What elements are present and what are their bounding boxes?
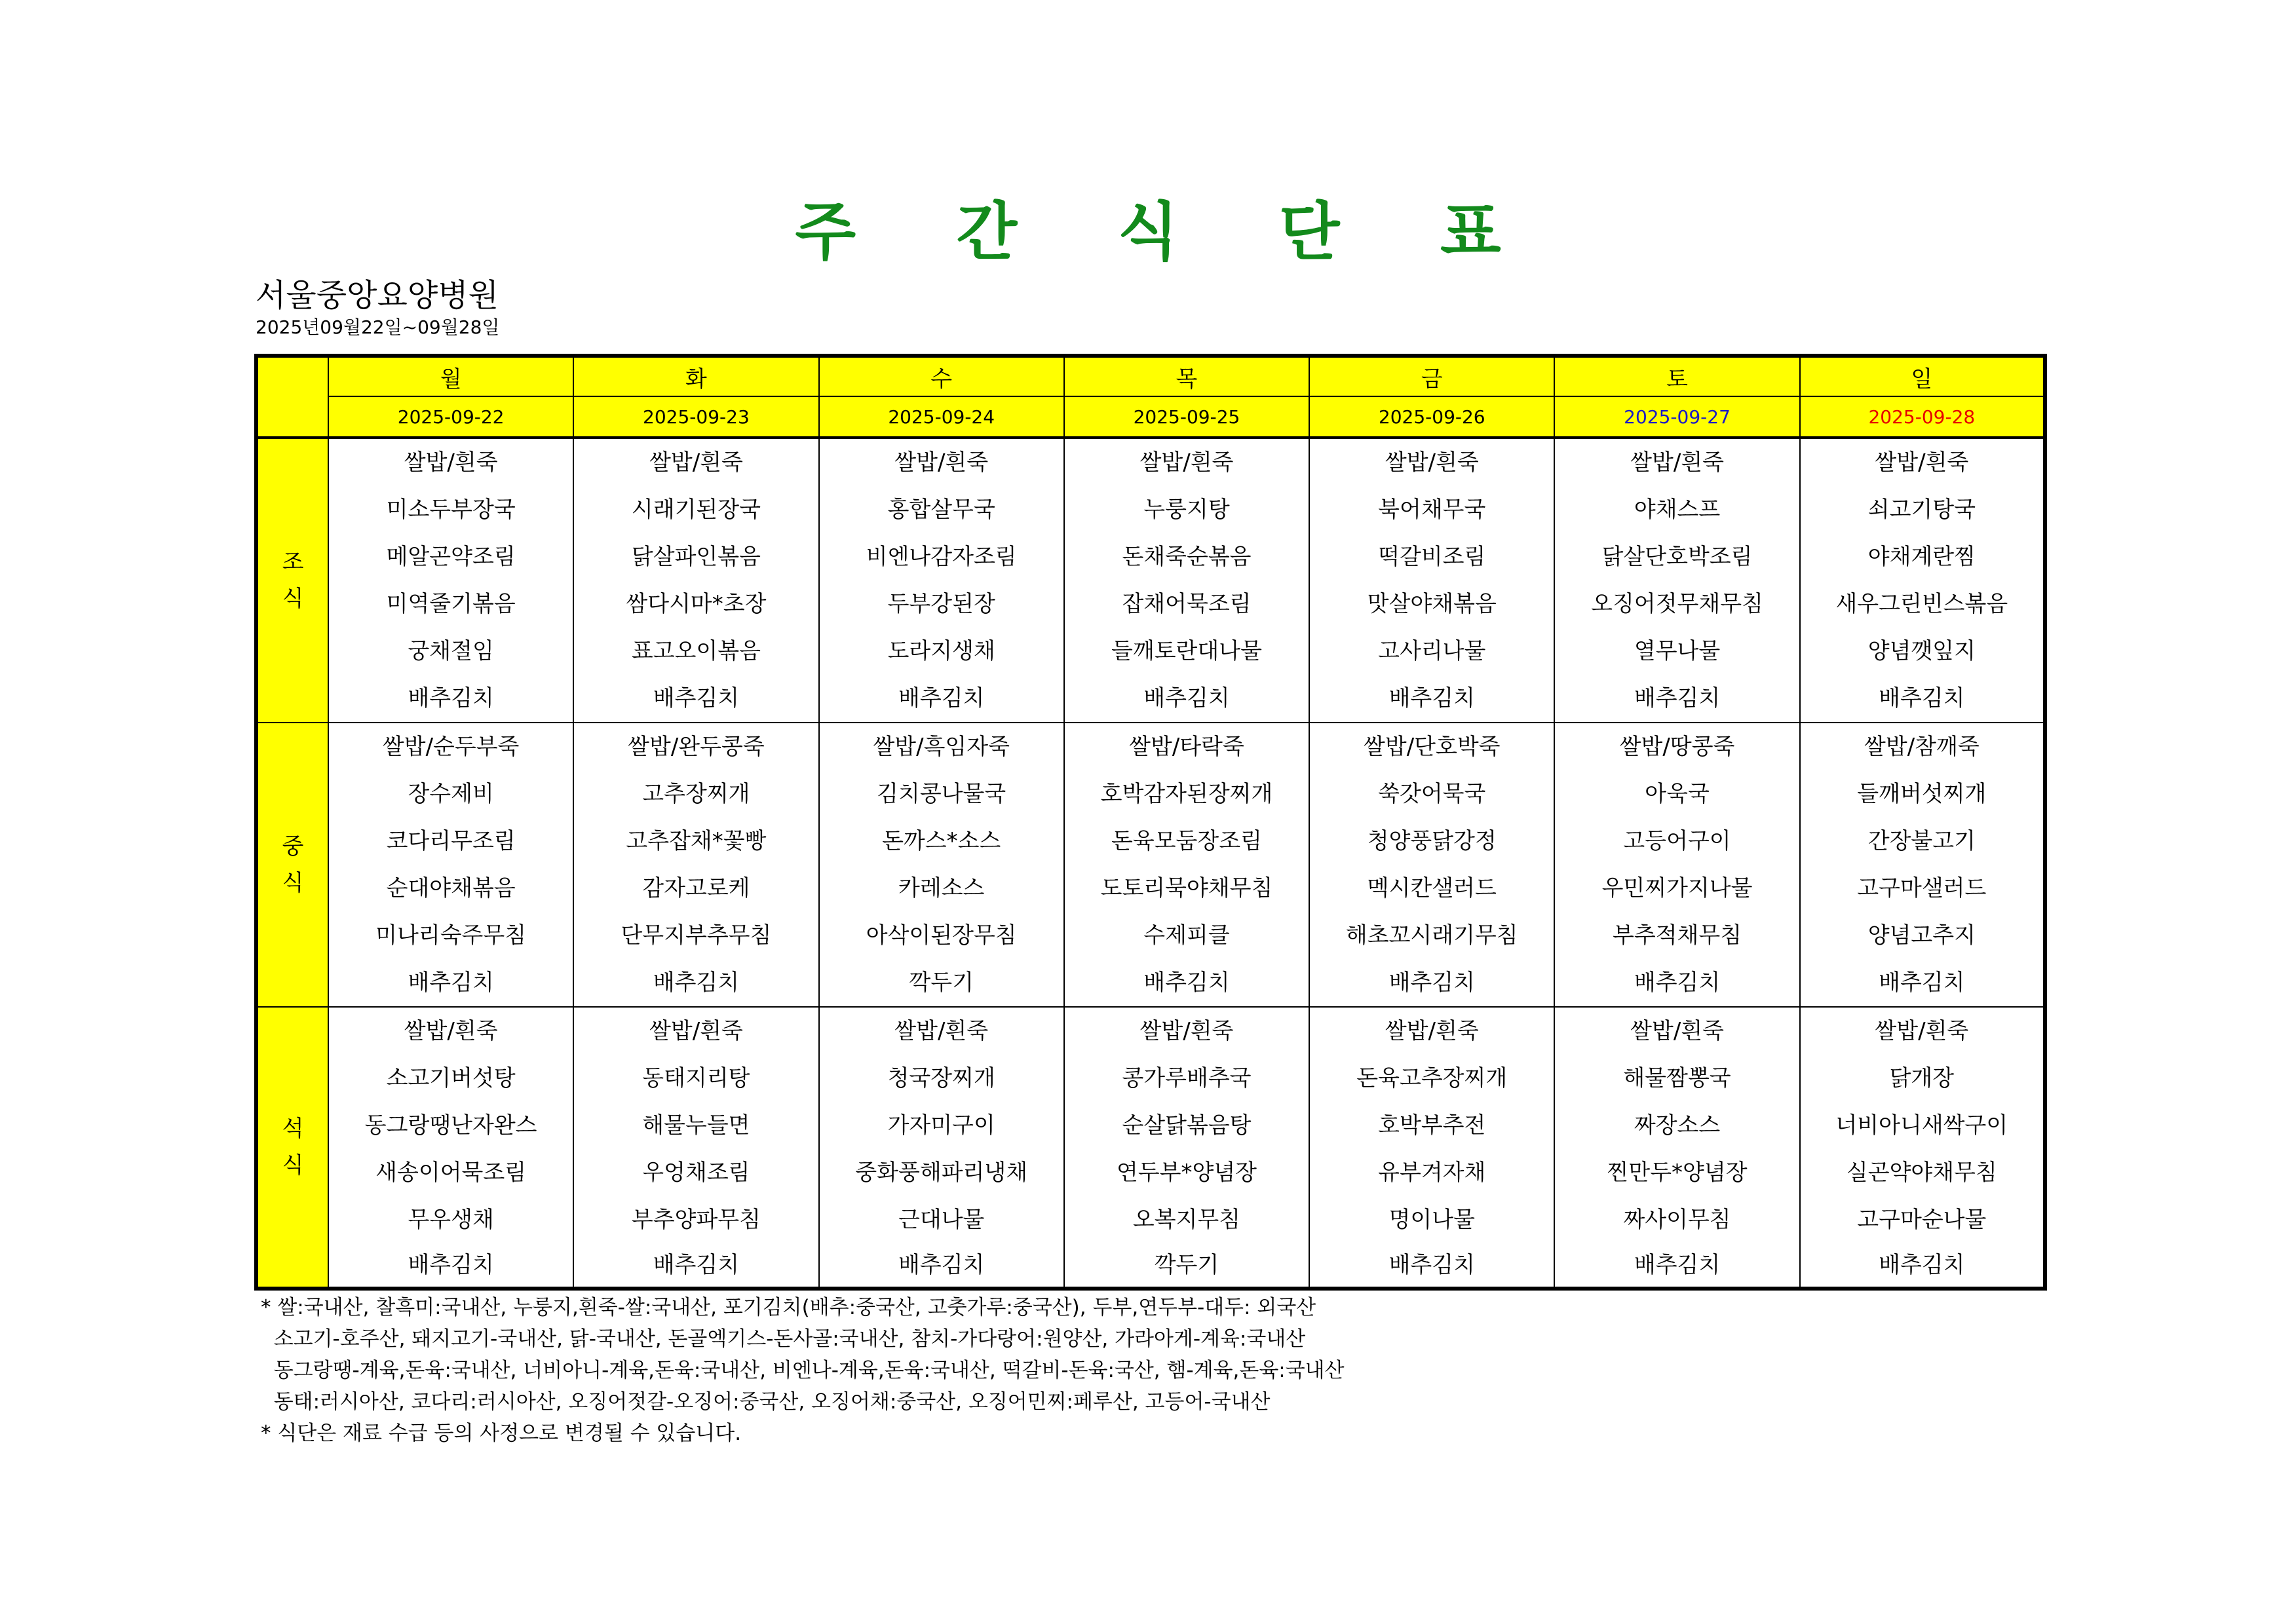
menu-item: 쌀밥/단호박죽 <box>1364 734 1501 760</box>
menu-item: 청양풍닭강정 <box>1367 828 1497 854</box>
menu-item: 우민찌가지나물 <box>1601 875 1753 901</box>
menu-item: 카레소스 <box>898 875 985 901</box>
meal-label-breakfast <box>256 438 328 723</box>
menu-cell-lunch-thu <box>1064 723 1309 1007</box>
menu-item: 배추김치 <box>1388 1252 1475 1278</box>
menu-item: 연두부*양념장 <box>1116 1160 1257 1186</box>
menu-item: 쌀밥/땅콩죽 <box>1619 734 1735 760</box>
menu-item: 돈까스*소스 <box>882 828 1001 854</box>
menu-item: 쌀밥/흰죽 <box>1139 449 1234 476</box>
menu-cell-breakfast-thu <box>1064 438 1309 723</box>
meal-label-char: 식 <box>282 586 304 612</box>
page-title: 주 간 식 단 표 <box>795 195 1540 269</box>
menu-item: 고등어구이 <box>1623 828 1731 854</box>
menu-item: 닭살단호박조림 <box>1601 544 1753 570</box>
menu-item: 닭개장 <box>1889 1065 1955 1091</box>
menu-item: 쌀밥/흑임자죽 <box>873 734 1010 760</box>
menu-item: 양념고추지 <box>1867 922 1976 949</box>
menu-item: 해초꼬시래기무침 <box>1345 922 1518 949</box>
menu-item: 표고오이볶음 <box>631 638 761 664</box>
menu-cell-dinner-fri <box>1309 1007 1554 1289</box>
menu-item: 멕시칸샐러드 <box>1367 875 1497 901</box>
day-header-sat: 토 <box>1554 356 1799 396</box>
menu-item: 쌀밥/흰죽 <box>1875 449 1969 476</box>
menu-item: 콩가루배추국 <box>1122 1065 1252 1091</box>
menu-item: 쌀밥/흰죽 <box>1139 1018 1234 1044</box>
menu-item: 배추김치 <box>898 1252 985 1278</box>
menu-item: 쌀밥/흰죽 <box>1630 449 1724 476</box>
date-sat: 2025-09-27 <box>1554 396 1799 438</box>
menu-item: 가자미구이 <box>887 1112 995 1139</box>
menu-item: 배추김치 <box>653 970 740 996</box>
menu-item: 미소두부장국 <box>386 497 516 523</box>
day-header-row <box>256 356 2045 396</box>
note-line: * 쌀:국내산, 찰흑미:국내산, 누룽지,흰죽-쌀:국내산, 포기김치(배추:중국산, 고춧가루:중국산), 두부,연두부-대두: 외국산 <box>261 1296 1316 1319</box>
meal-label-char: 조 <box>282 549 304 575</box>
menu-item: 메알곤약조림 <box>386 544 516 570</box>
notes <box>261 1292 1345 1449</box>
menu-item: 배추김치 <box>1879 1252 1965 1278</box>
day-header-sun: 일 <box>1800 356 2045 396</box>
menu-item: 깍두기 <box>909 970 974 996</box>
menu-item: 새송이어묵조림 <box>375 1160 527 1186</box>
note-line: 동그랑땡-계육,돈육:국내산, 너비아니-계육,돈육:국내산, 비엔나-계육,돈육:국내산, 떡갈비-돈육:국산, 햄-계육,돈육:국내산 <box>261 1359 1345 1382</box>
menu-item: 아욱국 <box>1645 781 1710 807</box>
menu-item: 도라지생채 <box>887 638 995 664</box>
menu-item: 야채계란찜 <box>1867 544 1976 570</box>
menu-item: 북어채무국 <box>1378 497 1486 523</box>
menu-item: 쌀밥/타락죽 <box>1129 734 1244 760</box>
menu-item: 쌀밥/완두콩죽 <box>628 734 765 760</box>
menu-item: 배추김치 <box>1143 685 1230 711</box>
menu-item: 청국장찌개 <box>887 1065 995 1091</box>
menu-item: 배추김치 <box>1634 685 1721 711</box>
date-mon: 2025-09-22 <box>328 396 573 438</box>
menu-item: 코다리무조림 <box>386 828 516 854</box>
menu-item: 미나리숙주무침 <box>375 922 527 949</box>
menu-item: 쌀밥/흰죽 <box>1630 1018 1724 1044</box>
menu-item: 배추김치 <box>408 685 494 711</box>
meal-label-lunch <box>256 723 328 1007</box>
menu-item: 돈채죽순볶음 <box>1122 544 1252 570</box>
menu-item: 배추김치 <box>1879 970 1965 996</box>
menu-item: 닭살파인볶음 <box>631 544 761 570</box>
menu-item: 해물누들면 <box>642 1112 750 1139</box>
menu-item: 배추김치 <box>653 685 740 711</box>
menu-cell-dinner-sat <box>1554 1007 1799 1289</box>
menu-item: 들깨토란대나물 <box>1111 638 1262 664</box>
menu-item: 쑥갓어묵국 <box>1378 781 1486 807</box>
menu-item: 수제피클 <box>1143 922 1230 949</box>
menu-item: 두부강된장 <box>887 591 995 617</box>
menu-item: 깍두기 <box>1154 1252 1219 1278</box>
menu-cell-lunch-fri <box>1309 723 1554 1007</box>
menu-item: 양념깻잎지 <box>1867 638 1976 664</box>
menu-item: 고구마샐러드 <box>1857 875 1987 901</box>
menu-cell-breakfast-mon <box>328 438 573 723</box>
menu-item: 고사리나물 <box>1378 638 1486 664</box>
menu-cell-dinner-sun <box>1800 1007 2045 1289</box>
menu-cell-lunch-sun <box>1800 723 2045 1007</box>
menu-item: 배추김치 <box>653 1252 740 1278</box>
menu-item: 돈육고추장찌개 <box>1356 1065 1508 1091</box>
hospital-name: 서울중앙요양병원 <box>256 277 499 314</box>
menu-item: 배추김치 <box>1634 970 1721 996</box>
menu-item: 부추적채무침 <box>1613 922 1742 949</box>
day-header-thu: 목 <box>1064 356 1309 396</box>
menu-item: 간장불고기 <box>1867 828 1976 854</box>
menu-cell-dinner-thu <box>1064 1007 1309 1289</box>
menu-item: 동그랑땡난자완스 <box>364 1112 537 1139</box>
date-thu: 2025-09-25 <box>1064 396 1309 438</box>
note-line: * 식단은 재료 수급 등의 사정으로 변경될 수 있습니다. <box>261 1422 742 1445</box>
menu-item: 배추김치 <box>898 685 985 711</box>
menu-item: 홍합살무국 <box>887 497 995 523</box>
menu-item: 오복지무침 <box>1132 1207 1241 1233</box>
menu-cell-dinner-mon <box>328 1007 573 1289</box>
note-line: 동태:러시아산, 코다리:러시아산, 오징어젓갈-오징어:중국산, 오징어채:중국산, 오징어민찌:페루산, 고등어-국내산 <box>261 1390 1271 1414</box>
corner-cell <box>256 356 328 438</box>
menu-item: 쌀밥/흰죽 <box>1875 1018 1969 1044</box>
menu-item: 떡갈비조림 <box>1378 544 1486 570</box>
menu-item: 미역줄기볶음 <box>386 591 516 617</box>
meal-label-char: 식 <box>282 1152 304 1179</box>
menu-item: 고추잡채*꽃빵 <box>626 828 767 854</box>
menu-item: 고구마순나물 <box>1857 1207 1987 1233</box>
menu-item: 부추양파무침 <box>631 1207 761 1233</box>
day-header-mon: 월 <box>328 356 573 396</box>
menu-period: 2025년09월22일~09월28일 <box>256 316 500 338</box>
meal-row-breakfast <box>256 438 2045 723</box>
menu-cell-breakfast-sun <box>1800 438 2045 723</box>
menu-item: 배추김치 <box>1634 1252 1721 1278</box>
note-line: 소고기-호주산, 돼지고기-국내산, 닭-국내산, 돈골엑기스-돈사골:국내산, 참치-가다랑어:원양산, 가라아게-계육:국내산 <box>261 1327 1306 1351</box>
day-header-wed: 수 <box>819 356 1064 396</box>
menu-item: 누룽지탕 <box>1143 497 1230 523</box>
menu-item: 찐만두*양념장 <box>1607 1160 1748 1186</box>
menu-item: 호박부추전 <box>1378 1112 1486 1139</box>
menu-cell-lunch-sat <box>1554 723 1799 1007</box>
menu-item: 장수제비 <box>408 781 494 807</box>
meal-row-lunch <box>256 723 2045 1007</box>
meal-label-char: 중 <box>282 833 304 859</box>
menu-item: 비엔나감자조림 <box>866 544 1017 570</box>
menu-item: 쇠고기탕국 <box>1867 497 1976 523</box>
menu-item: 쌀밥/참깨죽 <box>1864 734 1980 760</box>
menu-item: 궁채절임 <box>408 638 494 664</box>
menu-item: 돈육모둠장조림 <box>1111 828 1262 854</box>
meal-row-dinner <box>256 1007 2045 1289</box>
date-tue: 2025-09-23 <box>573 396 818 438</box>
menu-item: 야채스프 <box>1634 497 1721 523</box>
meal-label-dinner <box>256 1007 328 1289</box>
menu-cell-breakfast-tue <box>573 438 818 723</box>
menu-item: 새우그린빈스볶음 <box>1835 591 2008 617</box>
menu-item: 쌀밥/흰죽 <box>894 449 989 476</box>
menu-item: 배추김치 <box>1388 685 1475 711</box>
menu-item: 실곤약야채무침 <box>1846 1160 1997 1186</box>
meal-label-char: 석 <box>282 1116 304 1142</box>
menu-item: 배추김치 <box>1879 685 1965 711</box>
menu-item: 쌈다시마*초장 <box>626 591 767 617</box>
menu-cell-dinner-tue <box>573 1007 818 1289</box>
menu-item: 도토리묵야채무침 <box>1100 875 1273 901</box>
date-fri: 2025-09-26 <box>1309 396 1554 438</box>
menu-item: 쌀밥/흰죽 <box>1385 1018 1479 1044</box>
weekly-menu-table <box>254 354 2047 1291</box>
menu-cell-lunch-wed <box>819 723 1064 1007</box>
menu-item: 쌀밥/순두부죽 <box>382 734 520 760</box>
menu-item: 쌀밥/흰죽 <box>404 449 498 476</box>
menu-item: 무우생채 <box>408 1207 494 1233</box>
menu-item: 쌀밥/흰죽 <box>649 1018 743 1044</box>
date-header-row <box>256 396 2045 438</box>
menu-cell-breakfast-sat <box>1554 438 1799 723</box>
menu-item: 배추김치 <box>1143 970 1230 996</box>
menu-item: 짜사이무침 <box>1623 1207 1731 1233</box>
menu-item: 배추김치 <box>1388 970 1475 996</box>
day-header-fri: 금 <box>1309 356 1554 396</box>
menu-cell-lunch-tue <box>573 723 818 1007</box>
menu-cell-lunch-mon <box>328 723 573 1007</box>
menu-item: 쌀밥/흰죽 <box>1385 449 1479 476</box>
menu-item: 쌀밥/흰죽 <box>404 1018 498 1044</box>
menu-item: 시래기된장국 <box>631 497 761 523</box>
menu-item: 감자고로케 <box>642 875 750 901</box>
day-header-tue: 화 <box>573 356 818 396</box>
menu-item: 호박감자된장찌개 <box>1100 781 1273 807</box>
menu-item: 잡채어묵조림 <box>1122 591 1252 617</box>
menu-item: 김치콩나물국 <box>877 781 1006 807</box>
menu-cell-breakfast-fri <box>1309 438 1554 723</box>
date-wed: 2025-09-24 <box>819 396 1064 438</box>
menu-cell-dinner-wed <box>819 1007 1064 1289</box>
menu-item: 배추김치 <box>408 970 494 996</box>
menu-item: 들깨버섯찌개 <box>1857 781 1987 807</box>
menu-cell-breakfast-wed <box>819 438 1064 723</box>
menu-item: 짜장소스 <box>1634 1112 1721 1139</box>
menu-item: 너비아니새싹구이 <box>1835 1112 2008 1139</box>
menu-item: 쌀밥/흰죽 <box>894 1018 989 1044</box>
menu-item: 열무나물 <box>1634 638 1721 664</box>
menu-item: 단무지부추무침 <box>621 922 772 949</box>
menu-item: 배추김치 <box>408 1252 494 1278</box>
date-sun: 2025-09-28 <box>1800 396 2045 438</box>
menu-item: 순대야채볶음 <box>386 875 516 901</box>
menu-item: 쌀밥/흰죽 <box>649 449 743 476</box>
menu-item: 동태지리탕 <box>642 1065 750 1091</box>
menu-item: 순살닭볶음탕 <box>1122 1112 1252 1139</box>
menu-item: 근대나물 <box>898 1207 985 1233</box>
menu-item: 고추장찌개 <box>642 781 750 807</box>
menu-item: 해물짬뽕국 <box>1623 1065 1731 1091</box>
menu-item: 중화풍해파리냉채 <box>855 1160 1028 1186</box>
menu-item: 아삭이된장무침 <box>866 922 1017 949</box>
menu-item: 소고기버섯탕 <box>386 1065 516 1091</box>
menu-item: 오징어젓무채무침 <box>1591 591 1763 617</box>
meal-label-char: 식 <box>282 870 304 896</box>
menu-item: 명이나물 <box>1388 1207 1475 1233</box>
menu-item: 우엉채조림 <box>642 1160 750 1186</box>
menu-item: 유부겨자채 <box>1378 1160 1486 1186</box>
menu-item: 맛살야채볶음 <box>1367 591 1497 617</box>
